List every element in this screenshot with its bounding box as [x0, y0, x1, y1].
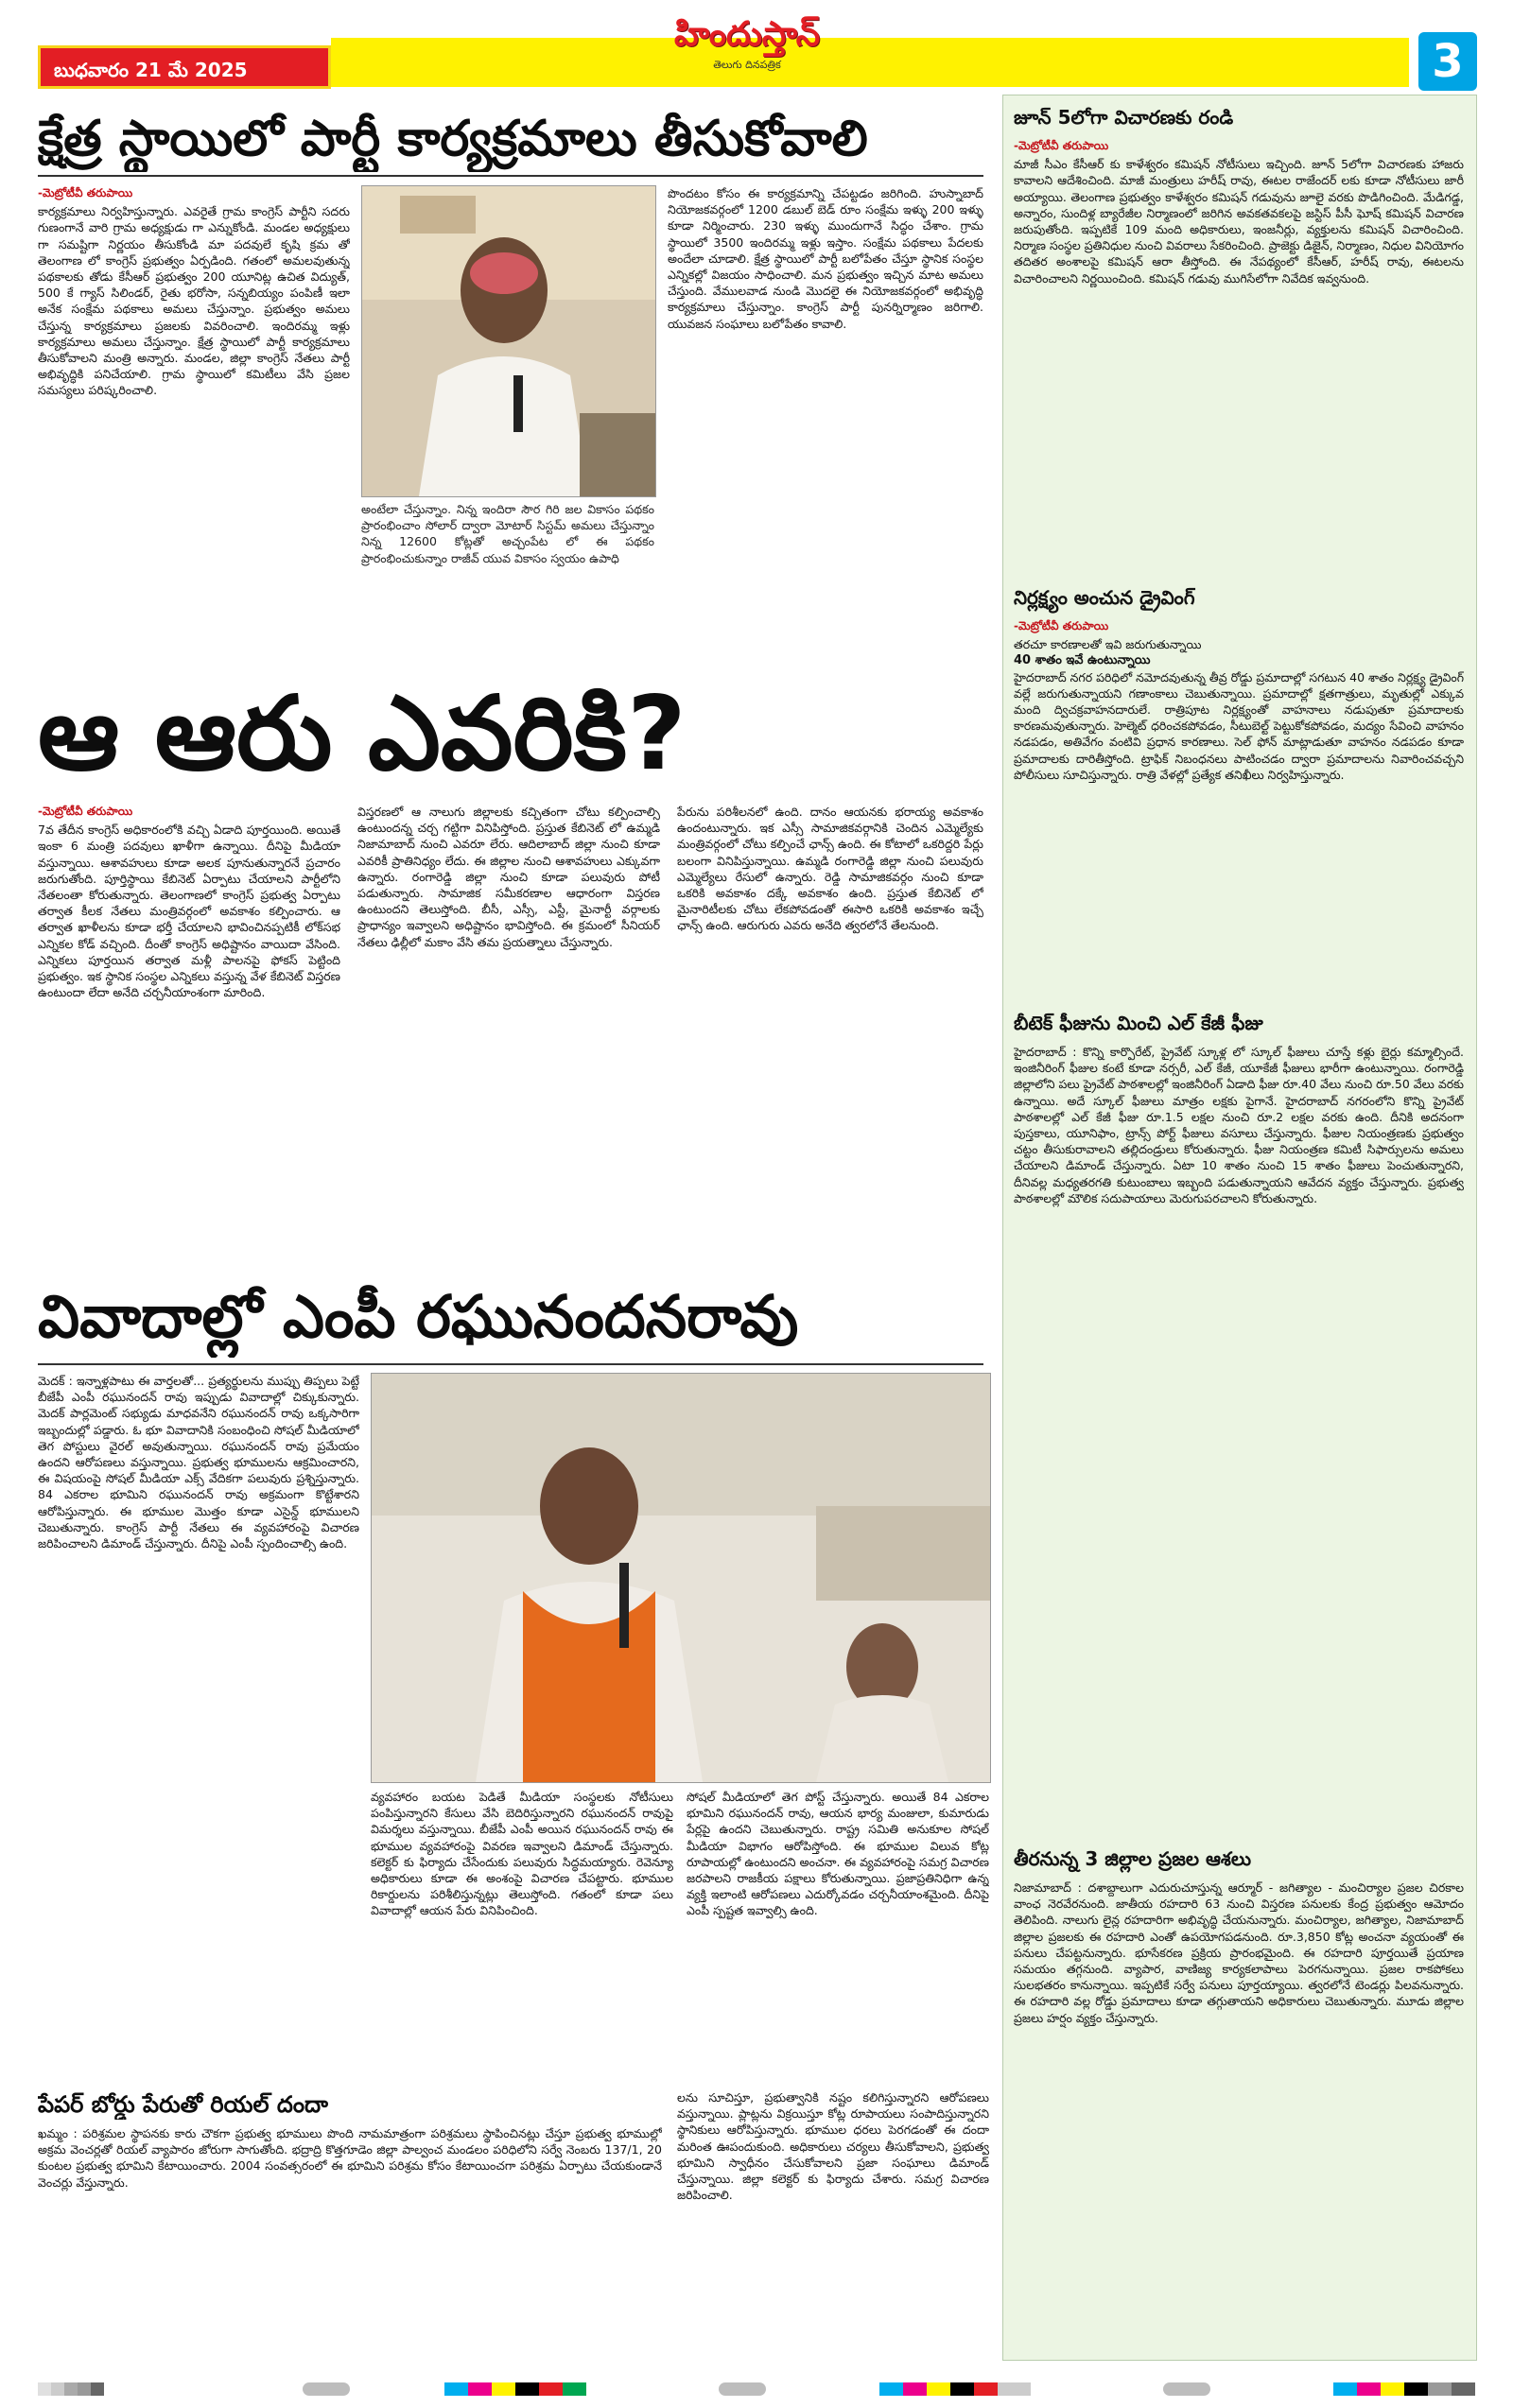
article2-column-1: -మెట్రోటీవీ తరుపాయి 7వ తేదీన కాంగ్రెస్ అధికారంలోకి వచ్చి ఏడాది పూర్తయింది. అయితే ఇంకా 6 మంత్రి పదవులు ఖాళీగా ఉన్నాయి. దీనిపై మీడియా వస్తున్నాయి. ఆశావహులు కూడా అలక పూనుతున్నారనే ప్రచారం జరుగుతోంది. పూర్తిస్థాయి కేబినెట్ ఏర్పాటు చేయాలని పార్టీలోని నేతలంతా కోరుతున్నారు. తెలంగాణలో కాంగ్రెస్ ప్రభుత్వ ఏర్పాటు తర్వాత కీలక నేతలు మంత్రివర్గంలో అవకాశం కల్పించారు. ఆ తర్వాత ఖాళీలను కూడా భర్తీ చేయాలని భావించినప్పటికీ లోక్‌సభ ఎన్నికల కోడ్ వచ్చింది. దీంతో కాంగ్రెస్ అధిష్టానం వాయిదా వేసింది. ఎన్నికలు పూర్తయిన తర్వాత మళ్లీ పాలనపై ఫోకస్ పెట్టింది ప్రభుత్వం. ఇక స్థానిక సంస్థల ఎన్నికలు వస్తున్న వేళ కేబినెట్ విస్తరణ ఉంటుందా లేదా అనేది చర్చనీయాంశంగా మారింది. [38, 805, 340, 1000]
divider [38, 1363, 983, 1365]
article1-caption: అంటేలా చేస్తున్నాం. నిన్న ఇందిరా సౌర గిరి జల వికాసం పథకం ప్రారంభించాం సోలార్ ద్వారా మోటార్ సిస్టమ్ అమలు చేస్తున్నాం నిన్న 12600 కోట్లతో అచ్చంపేట లో ఈ పథకం ప్రారంభించుకున్నాం రాజీవ్ యువ వికాసం స్వయం ఉపాధి [361, 502, 654, 565]
date-label: బుధవారం 21 మే 2025 [38, 45, 331, 89]
sidebar-story1-headline: జూన్ 5లోగా విచారణకు రండి [1014, 106, 1234, 129]
article1-byline: -మెట్రోటీవీ తరుపాయి [38, 186, 133, 199]
article2-headline: ఆ ఆరు ఎవరికి? [38, 675, 687, 793]
newspaper-logo [624, 9, 870, 79]
article2-column-3: పేరును పరిశీలనలో ఉంది. దానం ఆయనకు భరాయ్య అవకాశం ఉందంటున్నారు. ఇక ఎస్సీ సామాజికవర్గానికి చెందిన ఎమ్మెల్యేకు మంత్రివర్గంలో చోటు కల్పించే ఛాన్స్ ఉంది. ఈ కోటాలో ఒకరిద్దరి పేర్లు బలంగా వినిపిస్తున్నాయి. ఉమ్మడి రంగారెడ్డి జిల్లా నుంచి పలువురు ఎమ్మెల్యేలు రేసులో ఉన్నారు. రెడ్డి సామాజికవర్గం నుంచి కూడా ఒకరికి అవకాశం దక్కే అవకాశం ఉంది. ప్రస్తుత కేబినెట్ లో మైనారిటీలకు చోటు లేకపోవడంతో ఈసారి ఒకరికి అవకాశం ఇచ్చే ఛాన్స్ ఉంది. ఆరుగురు ఎవరు అనేది త్వరలోనే తేలనుంది. [677, 805, 983, 933]
article3-photo [371, 1373, 991, 1783]
sidebar-story2-text: -మెట్రోటీవీ తరుపాయి తరచూ కారణాలతో ఇవి జరుగుతున్నాయి 40 శాతం ఇవే ఉంటున్నాయి హైదరాబాద్ నగర పరిధిలో నమోదవుతున్న తీవ్ర రోడ్డు ప్రమాదాల్లో సగటున 40 శాతం నిర్లక్ష్య డ్రైవింగ్ వల్లే జరుగుతున్నాయని గణాంకాలు చెబుతున్నాయి. ప్రమాదాల్లో క్షతగాత్రులు, మృతుల్లో ఎక్కువ మంది ద్విచక్రవాహనదారులే. రాత్రిపూట నిర్లక్ష్యంతో వాహనాలు నడుపుతూ ప్రమాదాలకు కారణమవుతున్నారు. హెల్మెట్ ధరించకపోవడం, సీటుబెల్ట్ పెట్టుకోకపోవడం, మద్యం సేవించి వాహనం నడపడం, అతివేగం వంటివి ప్రధాన కారణాలు. సెల్ ఫోన్ మాట్లాడుతూ వాహనం నడపడం కూడా ప్రమాదాలకు దారితీస్తోంది. ట్రాఫిక్ నిబంధనలు పాటించడం ద్వారా ప్రమాదాలను నివారించవచ్చని పోలీసులు సూచిస్తున్నారు. రాత్రి వేళల్లో ప్రత్యేక తనిఖీలు నిర్వహిస్తున్నారు. [1014, 619, 1464, 782]
article3-column-1: మెదక్ : ఇన్నాళ్లపాటు ఈ వార్తలతో... ప్రత్యర్థులను ముప్పు తిప్పలు పెట్టే బీజేపీ ఎంపీ రఘునందన్ రావు ఇప్పుడు వివాదాల్లో చిక్కుకున్నారు. మెదక్ పార్లమెంట్ సభ్యుడు మాధవనేని రఘునందన్ రావు ఒక్కసారిగా ఇబ్బందుల్లో పడ్డారు. ఓ భూ వివాదానికి సంబంధించి సోషల్ మీడియాలో తెగ పోస్టులు వైరల్ అవుతున్నాయి. రఘునందన్ రావు ప్రమేయం ఉందని ఆరోపణలు వస్తున్నాయి. ప్రభుత్వ భూములను ఆక్రమించారని, ఈ విషయంపై సోషల్ మీడియా ఎక్స్ వేదికగా పలువురు ప్రశ్నిస్తున్నారు. 84 ఎకరాల భూమిని రఘునందన్ రావు అక్రమంగా కొట్టేశారని ఆరోపిస్తున్నారు. ఈ భూముల మొత్తం కూడా ఎసైన్డ్ భూములని చెబుతున్నారు. కాంగ్రెస్ పార్టీ నేతలు ఈ వ్యవహారంపై విచారణ జరిపించాలని డిమాండ్ చేస్తున్నారు. దీనిపై ఎంపీ స్పందించాల్సి ఉంది. [38, 1374, 359, 1551]
article3-headline: వివాదాల్లో ఎంపీ రఘునందనరావు [38, 1282, 799, 1351]
sidebar-story2-byline: -మెట్రోటీవీ తరుపాయి [1014, 619, 1109, 632]
mp-speaking-icon [372, 1374, 990, 1782]
article1-column-3: పొందటం కోసం ఈ కార్యక్రమాన్ని చేపట్టడం జరిగింది. హుస్నాబాద్ నియోజకవర్గంలో 1200 డబుల్ బెడ్ రూం సంక్షేమ ఇళ్ళు 200 ఇళ్ళు కూడా నిర్మించారు. 230 ఇళ్ళు ముందుగానే సిద్ధం చేశాం. గ్రామ స్థాయిలో 3500 ఇందిరమ్మ ఇళ్లు ఇస్తాం. సంక్షేమ పథకాలు పేదలకు అందేలా చూడాలి. క్షేత్ర స్థాయిలో పార్టీ బలోపేతం చేస్తూ స్థానిక సంస్థల ఎన్నికల్లో విజయం సాధించాలి. మన ప్రభుత్వం ఇచ్చిన మాట అమలు చేస్తుంది. వేములవాడ నుండి మొదలై ఈ నియోజకవర్గంలో అభివృద్ధి కార్యక్రమాలు చేస్తున్నాం. కాంగ్రెస్ పార్టీ పునర్నిర్మాణం జరిగాలి. యువజన సంఘాలు బలోపేతం కావాలి. [668, 186, 983, 331]
article2-byline: -మెట్రోటీవీ తరుపాయి [38, 805, 133, 818]
sidebar-story4-text: నిజామాబాద్ : దశాబ్దాలుగా ఎదురుచూస్తున్న ఆర్మూర్ - జగిత్యాల - మంచిర్యాల ప్రజల చిరకాల వాంఛ నెరవేరనుంది. జాతీయ రహదారి 63 నుంచి విస్తరణ పనులకు కేంద్ర ప్రభుత్వం ఆమోదం తెలిపింది. నాలుగు లైన్ల రహదారిగా అభివృద్ధి చేయనున్నారు. మంచిర్యాల, జగిత్యాల, నిజామాబాద్ జిల్లాల ప్రజలకు ఈ రహదారి ఎంతో ఉపయోగపడనుంది. రూ.3,850 కోట్ల అంచనా వ్యయంతో ఈ పనులు చేపట్టనున్నారు. భూసేకరణ ప్రక్రియ ప్రారంభమైంది. ఈ రహదారి పూర్తయితే ప్రయాణ సమయం తగ్గనుంది. వ్యాపార, వాణిజ్య కార్యకలాపాలు పెరగనున్నాయి. ప్రజల రాకపోకలు సులభతరం కానున్నాయి. ఇప్పటికే సర్వే పనులు పూర్తయ్యాయి. త్వరలోనే టెండర్లు పిలవనున్నారు. ఈ రహదారి వల్ల రోడ్డు ప్రమాదాలు కూడా తగ్గుతాయని అధికారులు చెబుతున్నారు. మూడు జిల్లాల ప్రజలు హర్షం వ్యక్తం చేస్తున్నారు. [1014, 1880, 1464, 2025]
article3-column-3: సోషల్ మీడియాలో తెగ పోస్ట్ చేస్తున్నారు. అయితే 84 ఎకరాల భూమిని రఘునందన్ రావు, ఆయన భార్య మంజులా, కుమారుడు పేర్లపై ఉందని చెబుతున్నారు. రాష్ట్ర సమితి అనుకూల సోషల్ మీడియా విభాగం ఆరోపిస్తోంది. ఈ భూముల విలువ కోట్ల రూపాయల్లో ఉంటుందని అంచనా. ఈ వ్యవహారంపై సమగ్ర విచారణ జరపాలని రాజకీయ పక్షాలు కోరుతున్నాయి. ప్రజాప్రతినిధిగా ఉన్న వ్యక్తి ఇలాంటి ఆరోపణలు ఎదుర్కోవడం చర్చనీయాంశమైంది. దీనిపై ఎంపీ స్పష్టత ఇవ్వాల్సి ఉంది. [687, 1790, 989, 1918]
article4-column-1: ఖమ్మం : పరిశ్రమల స్థాపనకు కారు చౌకగా ప్రభుత్వ భూములు పొంది నామమాత్రంగా పరిశ్రమలు స్థాపించినట్లు చేస్తూ ప్రభుత్వ భూముల్లో అక్రమ వెంచర్లతో రియల్ వ్యాపారం జోరుగా సాగుతోంది. భద్రాద్రి కొత్తగూడెం జిల్లా పాల్వంచ మండలం పరిధిలోని సర్వే నెంబరు 137/1, 20 కుంటల ప్రభుత్వ భూమిని కేటాయించారు. 2004 సంవత్సరంలో ఈ భూమిని పరిశ్రమ కోసం కేటాయించగా పరిశ్రమ ఏర్పాటు చేయకుండానే వెంచర్లు వేస్తున్నారు. [38, 2126, 662, 2190]
article1-headline: క్షేత్ర స్థాయిలో పార్టీ కార్యక్రమాలు తీసుకోవాలి [38, 111, 868, 167]
sidebar-story4-headline: తీరనున్న 3 జిల్లాల ప్రజల ఆశలు [1014, 1847, 1252, 1870]
page-number: 3 [1418, 32, 1477, 91]
divider [38, 175, 983, 177]
sidebar-story3-text: హైదరాబాద్ : కొన్ని కార్పొరేట్, ప్రైవేట్ స్కూళ్ల లో స్కూల్ ఫీజులు చూస్తే కళ్లు బైర్లు కమ్మాల్సిందే. ఇంజినీరింగ్ ఫీజుల కంటే కూడా నర్సరీ, ఎల్ కేజీ, యూకేజీ ఫీజులు భారీగా ఉంటున్నాయి. రంగారెడ్డి జిల్లాలోని పలు ప్రైవేట్ పాఠశాలల్లో ఇంజినీరింగ్ ఏడాది ఫీజు రూ.40 వేలు నుంచి రూ.50 వేలు వరకు ఉన్నాయి. అదే స్కూల్ ఫీజులు మాత్రం లక్షకు పైగానే. హైదరాబాద్ నగరంలోని కొన్ని ప్రైవేట్ పాఠశాలల్లో ఎల్ కేజీ ఫీజు రూ.1.5 లక్షల నుంచి రూ.2 లక్షల వరకు ఉంది. దీనికి అదనంగా పుస్తకాలు, యూనిఫాం, ట్రాన్స్ పోర్ట్ ఫీజులు వసూలు చేస్తున్నారు. ఫీజుల నియంత్రణకు ప్రభుత్వం చట్టం తీసుకురావాలని తల్లిదండ్రులు కోరుతున్నారు. ఫీజు నియంత్రణ కమిటీ సిఫార్సులను అమలు చేయాలని డిమాండ్ చేస్తున్నారు. ఏటా 10 శాతం నుంచి 15 శాతం ఫీజులు పెంచుతున్నారని, దీనివల్ల మధ్యతరగతి కుటుంబాలు ఇబ్బంది పడుతున్నాయని ఆవేదన వ్యక్తం చేస్తున్నారు. ప్రభుత్వ పాఠశాలల్లో మౌలిక సదుపాయాలు మెరుగుపరచాలని కోరుతున్నారు. [1014, 1045, 1464, 1205]
brand-name: హిందుస్తాన్ [673, 14, 820, 54]
sidebar-story1-text: -మెట్రోటీవీ తరుపాయి మాజీ సీఎం కేసీఆర్ కు కాళేశ్వరం కమిషన్ నోటీసులు ఇచ్చింది. జూన్ 5లోగా విచారణకు హాజరు కావాలని ఆదేశించింది. మాజీ మంత్రులు హరీష్ రావు, ఈటల రాజేందర్ లకు కూడా నోటీసులు జారీ అయ్యాయి. తెలంగాణ ప్రభుత్వం కాళేశ్వరం కమిషన్ గడువును జూలై వరకు పొడిగించింది. మేడిగడ్డ, అన్నారం, సుందిళ్ల బ్యారేజీల నిర్మాణంలో జరిగిన అవకతవకలపై జస్టిస్ పీసీ ఘోష్ కమిషన్ విచారణ జరుపుతోంది. ఇప్పటికే 109 మంది అధికారులు, ఇంజనీర్లు, వ్యక్తులను కమిషన్ విచారించింది. నిర్మాణ సంస్థల ప్రతినిధుల నుంచి వివరాలు సేకరించింది. ప్రాజెక్టు డిజైన్, నిర్మాణం, నిధుల వినియోగం తదితర అంశాలపై కమిషన్ ఆరా తీస్తోంది. ఈ నేపథ్యంలో కేసీఆర్, హరీష్ రావు, ఈటలను విచారించాలని నిర్ణయించింది. కమిషన్ గడువు ముగిసేలోగా నివేదిక ఇవ్వనుంది. [1014, 139, 1464, 286]
sidebar-story2-headline: నిర్లక్ష్యం అంచున డ్రైవింగ్ [1014, 586, 1195, 609]
sidebar-story1-byline: -మెట్రోటీవీ తరుపాయి [1014, 139, 1109, 152]
article1-photo [361, 185, 656, 497]
article3-column-2: వ్యవహారం బయట పెడితే మీడియా సంస్థలకు నోటీసులు పంపిస్తున్నారని కేసులు వేసి బెదిరిస్తున్నారని రఘునందన్ రావుపై విమర్శలు వస్తున్నాయి. బీజేపీ ఎంపీ అయిన రఘునందన్ రావు ఈ భూముల వ్యవహారంపై వివరణ ఇవ్వాలని డిమాండ్ చేస్తున్నారు. కలెక్టర్ కు ఫిర్యాదు చేసేందుకు పలువురు సిద్ధమయ్యారు. రెవెన్యూ అధికారులు కూడా ఈ అంశంపై విచారణ చేపట్టారు. భూముల రికార్డులను పరిశీలిస్తున్నట్లు తెలుస్తోంది. గతంలో కూడా పలు వివాదాల్లో ఆయన పేరు వినిపించింది. [371, 1790, 673, 1918]
article4-column-2: లను సూచిస్తూ, ప్రభుత్వానికి నష్టం కలిగిస్తున్నారని ఆరోపణలు వస్తున్నాయి. ప్లాట్లను విక్రయిస్తూ కోట్ల రూపాయలు సంపాదిస్తున్నారని స్థానికులు ఆరోపిస్తున్నారు. భూముల ధరలు పెరగడంతో ఈ దందా మరింత ఊపందుకుంది. అధికారులు చర్యలు తీసుకోవాలని, ప్రభుత్వ భూమిని స్వాధీనం చేసుకోవాలని ప్రజా సంఘాలు డిమాండ్ చేస్తున్నాయి. జిల్లా కలెక్టర్ కు ఫిర్యాదు చేశారు. సమగ్ర విచారణ జరిపించాలి. [677, 2090, 989, 2203]
minister-portrait-icon [362, 186, 655, 496]
article2-column-2: విస్తరణలో ఆ నాలుగు జిల్లాలకు కచ్చితంగా చోటు కల్పించాల్సి ఉంటుందన్న చర్చ గట్టిగా వినిపిస్తోంది. ప్రస్తుత కేబినెట్ లో ఉమ్మడి నిజామాబాద్ నుంచి ఎవరూ లేరు. ఆదిలాబాద్ జిల్లా నుంచి కూడా ఎవరికీ ప్రాతినిధ్యం లేదు. ఈ జిల్లాల నుంచి ఆశావహులు ఎక్కువగా ఉన్నారు. రంగారెడ్డి జిల్లా నుంచి కూడా పలువురు పోటీ పడుతున్నారు. సామాజిక సమీకరణాల ఆధారంగా విస్తరణ ఉంటుందని తెలుస్తోంది. బీసీ, ఎస్సీ, ఎస్టీ, మైనార్టీ వర్గాలకు ప్రాధాన్యం ఇవ్వాలని అధిష్టానం భావిస్తోంది. ఈ క్రమంలో సీనియర్ నేతలు ఢిల్లీలో మకాం వేసి తమ ప్రయత్నాలు చేస్తున్నారు. [357, 805, 660, 949]
sidebar-story3-headline: బీటెక్ ఫీజును మించి ఎల్ కేజీ ఫీజు [1014, 1012, 1263, 1034]
header-band [331, 38, 1409, 87]
sidebar-story2-subhead: 40 శాతం ఇవే ఉంటున్నాయి [1014, 653, 1151, 668]
brand-subtitle: తెలుగు దినపత్రిక [713, 59, 781, 71]
article1-column-1: -మెట్రోటీవీ తరుపాయి కార్యక్రమాలు నిర్వహిస్తున్నారు. ఎవరైతే గ్రామ కాంగ్రెస్ పార్టీని సదరు గుణంగానే వారి గ్రామ అధ్యక్షుడు గా ఎన్నుకోండి. మండల అధ్యక్షులు గా సమష్టిగా నిర్ణయం తీసుకోండి మా పదవులే కృషి క్రమ తో తెలంగాణ లో కాంగ్రెస్ ప్రభుత్వం ఏర్పడింది. గతంలో అమలవుతున్న పథకాలకు తోడు కేసీఆర్ ప్రభుత్వం 200 యూనిట్ల ఉచిత విద్యుత్, 500 కే గ్యాస్ సిలిండర్, రైతు భరోసా, సన్నబియ్యం పంపిణీ ఇలా అనేక సంక్షేమ పథకాలు అమలు చేస్తున్నాం. ప్రభుత్వం అమలు చేస్తున్న కార్యక్రమాలు ప్రజలకు వివరించాలి. ఇందిరమ్మ ఇళ్లు కార్యక్రమాలు అమలు చేస్తున్నాం. క్షేత్ర స్థాయిలో పార్టీ కార్యక్రమాలు తీసుకోవాలని మంత్రి అన్నారు. మండల, జిల్లా కాంగ్రెస్ నేతలు పార్టీ అభివృద్ధికి పనిచేయాలి. గ్రామ స్థాయిలో కమిటీలు వేసి ప్రజల సమస్యలు పరిష్కరించాలి. [38, 186, 350, 398]
article4-headline: పేపర్ బోర్డు పేరుతో రియల్ దందా [38, 2091, 328, 2118]
